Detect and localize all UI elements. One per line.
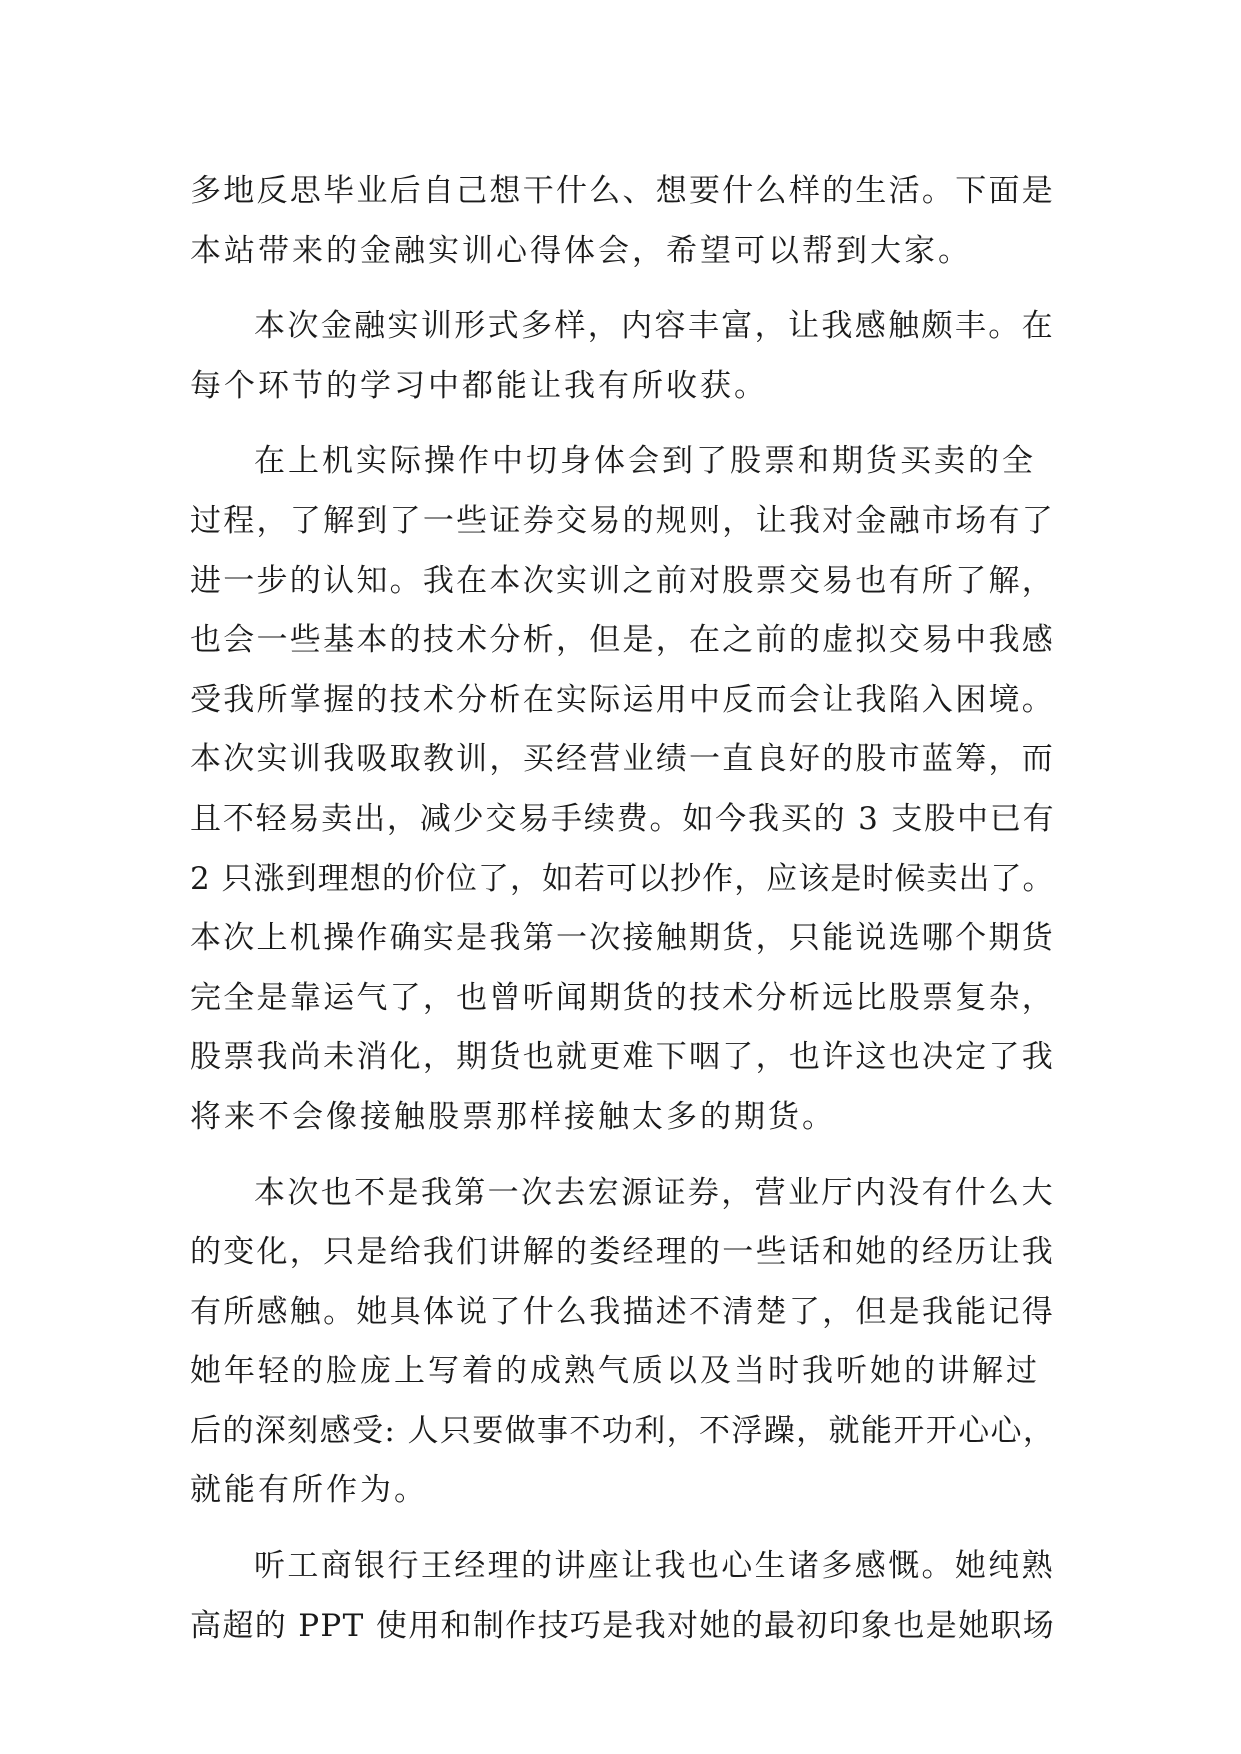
text-line: 将来不会像接触股票那样接触太多的期货。 (190, 1098, 836, 1135)
text-line: 就能有所作为。 (190, 1472, 428, 1509)
paragraph (190, 432, 1056, 1147)
text-line: 的变化，只是给我们讲解的娄经理的一些话和她的经历让我 (190, 1234, 1055, 1271)
text-line: 每个环节的学习中都能让我有所收获。 (190, 367, 768, 404)
text-line: 听工商银行王经理的讲座让我也心生诸多感慨。她纯熟 (254, 1548, 1055, 1585)
paragraph (190, 297, 1055, 416)
text-line: 后的深刻感受: 人只要做事不功利，不浮躁，就能开开心心， (190, 1412, 1056, 1449)
text-line: 过程，了解到了一些证券交易的规则，让我对金融市场有了 (190, 502, 1055, 539)
text-line: 也会一些基本的技术分析，但是，在之前的虚拟交易中我感 (190, 622, 1055, 659)
document-body (190, 162, 1056, 1656)
text-line: 2 只涨到理想的价位了，如若可以抄作，应该是时候卖出了。 (190, 860, 1055, 897)
text-line: 多地反思毕业后自己想干什么、想要什么样的生活。下面是 (190, 173, 1055, 209)
text-line: 她年轻的脸庞上写着的成熟气质以及当时我听她的讲解过 (190, 1353, 1040, 1390)
text-line: 股票我尚未消化，期货也就更难下咽了，也许这也决定了我 (190, 1039, 1055, 1076)
text-line: 本次上机操作确实是我第一次接触期货，只能说选哪个期货 (190, 920, 1055, 957)
paragraph (190, 1537, 1056, 1656)
text-line: 本站带来的金融实训心得体会，希望可以帮到大家。 (190, 232, 972, 269)
paragraph (190, 162, 1055, 281)
paragraph (190, 1164, 1056, 1522)
text-line: 本次金融实训形式多样，内容丰富，让我感触颇丰。在 (254, 308, 1055, 345)
text-line: 本次实训我吸取教训，买经营业绩一直良好的股市蓝筹，而 (190, 741, 1055, 778)
text-line: 受我所掌握的技术分析在实际运用中反而会让我陷入困境。 (190, 681, 1055, 718)
text-line: 本次也不是我第一次去宏源证券，营业厅内没有什么大 (254, 1174, 1055, 1211)
text-line: 高超的 PPT 使用和制作技巧是我对她的最初印象也是她职场 (190, 1607, 1056, 1644)
text-line: 有所感触。她具体说了什么我描述不清楚了，但是我能记得 (190, 1293, 1055, 1330)
text-line: 在上机实际操作中切身体会到了股票和期货买卖的全 (254, 443, 1036, 480)
text-line: 完全是靠运气了，也曾听闻期货的技术分析远比股票复杂， (190, 979, 1055, 1016)
text-line: 进一步的认知。我在本次实训之前对股票交易也有所了解， (190, 562, 1055, 599)
text-line: 且不轻易卖出，减少交易手续费。如今我买的 3 支股中已有 (190, 800, 1056, 837)
